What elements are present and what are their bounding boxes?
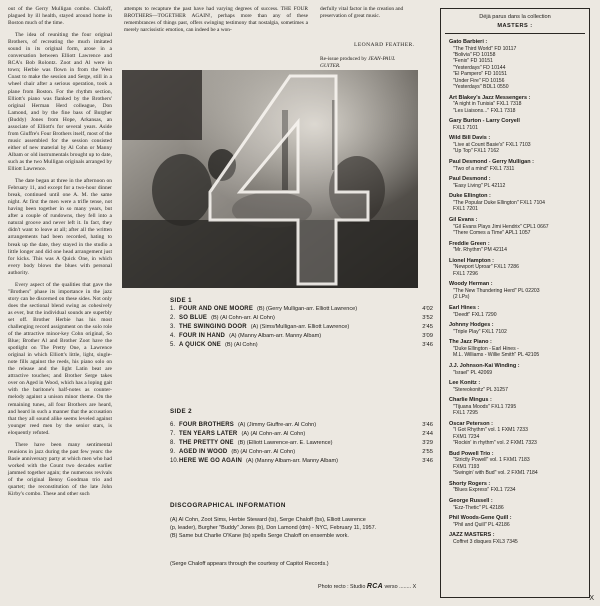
track-number: 1.	[170, 306, 176, 312]
album-artist: Art Blakey's Jazz Messengers :	[449, 94, 531, 101]
reissue-credit	[320, 56, 412, 70]
album-release: Coffret 3 disques FXL3 7345	[453, 539, 518, 546]
album-release: "Duke Ellington - Earl Hines -	[453, 345, 519, 352]
liner-notes-right-column	[320, 6, 412, 20]
album-release: "Gil Evans Plays Jimi Hendrix" CPL1 0667	[453, 223, 549, 230]
album-release: "Rockin' in rhythm" vol. 2 FXM1 7323	[453, 440, 537, 447]
masters-catalog-title: MASTERS :	[497, 23, 533, 29]
discography-note: (Serge Chaloff appears through the courtesy of Capitol Records.)	[170, 561, 329, 567]
liner-paragraph: Every aspect of the qualities that gave the "Brothers" phase its importance in the jazz story can be discerned on these sides. Not only does the sectional blend swing as cohesively as ever, but the individual sounds are superbly set off. Brother Herbie has his most challenging record assignment on the solo role of the attractive minor-key Cohn original, So Blue; Brother Al and Brother Zoot have the spotlight on The Pretty One, a Lawrence original in which Elliott's little, light, single-note fills against the reeds, his piano solo on the release and the light Latin beat are attractive touches; and Brother Serge takes over on Aged in Wood, which has a loping gait with the baritone's half-notes as counter-melody against a unison minor theme. On the remaining tunes, all four Brothers are heard, and heard in such a manner that the accusation that they all sound alike seems leveled against younger reed men by the senior stars, is eloquently refuted.	[8, 281, 112, 436]
track-credit: (B) (Al Cohn)	[224, 341, 258, 348]
album-artist: Charlie Mingus :	[449, 397, 492, 404]
discography-heading: DISCOGRAPHICAL INFORMATION	[170, 502, 286, 509]
track-credit: (A) (Jimmy Giuffre-arr. Al Cohn)	[237, 422, 317, 428]
album-entry	[449, 281, 585, 300]
track-number: 7.	[170, 430, 176, 437]
album-artist: Paul Desmond :	[449, 176, 491, 183]
album-entry	[449, 515, 585, 528]
rca-logo: RCA	[366, 583, 383, 590]
track-title: THE SWINGING DOOR	[179, 323, 247, 330]
track-row	[170, 315, 433, 324]
photo-credit-verso: verso ........ X	[384, 584, 417, 590]
album-entry	[449, 118, 585, 131]
track-row	[170, 333, 433, 342]
side-1-heading: SIDE 1	[170, 297, 193, 304]
album-release: "Blues Express" FXL1 7234	[453, 487, 516, 494]
track-duration: 2'44	[422, 430, 433, 437]
album-release: "Up Top" FXL1 7162	[453, 148, 499, 155]
album-release: "A night in Tunisia" FXL1 7318	[453, 101, 522, 108]
track-row	[170, 324, 433, 333]
album-artist: Freddie Green :	[449, 240, 490, 247]
album-release: "Triple Play" FXL1 7102	[453, 328, 507, 335]
album-entry	[449, 193, 585, 212]
album-artist: Duke Ellington :	[449, 193, 491, 200]
album-entry	[449, 363, 585, 376]
liner-notes-author: LEONARD FEATHER.	[354, 42, 415, 48]
session-photo	[122, 70, 418, 288]
album-release: "Live at Count Basie's" FXL1 7103	[453, 142, 531, 148]
album-artist: Gil Evans :	[449, 216, 478, 223]
masters-catalog-header	[445, 13, 585, 34]
album-artist: Paul Desmond - Gerry Mulligan :	[449, 159, 534, 165]
album-release: "There Comes a Time" APL1 1057	[453, 229, 531, 236]
track-duration: 3'46	[422, 422, 433, 428]
masters-catalog-box	[440, 8, 590, 598]
album-artist: Woody Herman :	[449, 281, 493, 288]
album-release: "Two of a mind" FXL1 7311	[453, 165, 515, 172]
album-release: "The New Thundering Herd" PL 02203	[453, 287, 540, 294]
album-artist: Wild Bill Davis :	[449, 135, 491, 142]
track-credit: (B) (Al Cohn-arr. Al Cohn)	[211, 314, 275, 321]
track-credit: (A) (Manny Albam-arr. Manny Albam)	[229, 332, 322, 339]
album-entry	[449, 258, 585, 277]
album-release: "Phil and Quill" PL 42186	[453, 521, 510, 528]
album-entry	[449, 135, 585, 154]
album-release: M.L. Williams - Willie Smith" PL 42105	[453, 352, 540, 359]
track-row	[170, 422, 433, 431]
track-number: 8.	[170, 439, 176, 446]
album-release: "Israel" PL 42069	[453, 369, 493, 376]
album-artist: Lee Konitz :	[449, 380, 481, 387]
album-artist: The Jazz Piano :	[449, 339, 492, 346]
track-duration: 3'46	[422, 341, 433, 348]
track-number: 9.	[170, 448, 176, 455]
liner-paragraph: There have been many sentimental reunions in jazz during the past few years: the Basie anniversary party at which men who had worked with the Count two decades earlier jammed together again; the numerous revivals of the original Benny Goodman trio and quartet; the reconstitution of the late John Kirby's combo. These and other such	[8, 441, 112, 498]
album-entry	[449, 380, 585, 393]
album-release: "Bolivia" FD 10158	[453, 52, 496, 58]
album-release: FXL1 7201	[453, 206, 478, 213]
track-title: FOUR BROTHERS	[179, 422, 234, 428]
discography-line: (B) Same but Charlie O'Kane (ts) spells Serge Chaloff on ensemble work.	[170, 533, 349, 540]
track-duration: 3'46	[422, 457, 433, 464]
album-artist: J.J. Johnson-Kai Winding :	[449, 362, 520, 369]
album-entry	[449, 241, 585, 254]
liner-notes-middle-column	[124, 6, 308, 34]
album-artist: Gato Barbieri :	[449, 39, 488, 45]
album-release: "Under Fire" FD 10156	[453, 77, 505, 84]
album-release: "Tijuana Moods" FXL1 7295	[453, 403, 517, 410]
liner-paragraph: derfully vital factor in the creation and preservation of great music.	[320, 6, 404, 20]
track-number: 3.	[170, 323, 176, 330]
track-title: FOUR IN HAND	[179, 332, 226, 339]
track-number: 2.	[170, 314, 176, 321]
track-duration: 3'29	[422, 439, 433, 446]
album-entry	[449, 159, 585, 172]
album-entry	[449, 481, 585, 494]
reissue-producer: JEAN-PAUL GUITER.	[320, 56, 396, 70]
album-entry	[449, 176, 585, 189]
album-artist: George Russell :	[449, 498, 493, 505]
track-credit: (A) (Sims/Mulligan-arr. Elliott Lawrence)	[250, 323, 350, 330]
album-entry	[449, 322, 585, 335]
track-row	[170, 440, 433, 449]
track-number: 5.	[170, 341, 176, 348]
track-row	[170, 342, 433, 351]
track-duration: 3'09	[422, 332, 433, 339]
album-release: "Stereokonitz" PL 31257	[453, 386, 508, 393]
album-release: "Newport Uproar" FXL1 7286	[453, 264, 519, 271]
reissue-label: Re-issue produced by	[320, 56, 367, 62]
album-artist: Lionel Hampton :	[449, 257, 494, 264]
album-entry	[449, 95, 585, 114]
album-entry	[449, 305, 585, 318]
album-artist: Bud Powell Trio :	[449, 450, 494, 457]
photo-credit	[318, 583, 416, 590]
track-title: AGED IN WOOD	[179, 448, 228, 455]
album-release: "The Popular Duke Ellington" FXL1 7104	[453, 199, 545, 206]
album-entry	[449, 339, 585, 358]
album-entry	[449, 451, 585, 477]
discography-text	[170, 516, 428, 541]
track-title: A QUICK ONE	[179, 341, 221, 348]
side-2-tracklist	[170, 422, 433, 466]
album-release: "Deedt" FXL1 7290	[453, 311, 497, 318]
track-duration: 2'45	[422, 323, 433, 330]
album-release: "Easy Living" PL 42112	[453, 182, 506, 189]
track-credit: (B) (Al Cohn-arr. Al Cohn)	[231, 448, 296, 455]
album-release: "Strictly Powell" vol. 1 FXM1 7183	[453, 457, 530, 464]
album-release: "El Pampero" FD 10151	[453, 71, 508, 78]
album-release: "I Got Rhythm" vol. 1 FXM1 7233	[453, 427, 528, 434]
album-release: "Fenix" FD 10151	[453, 58, 493, 65]
album-release: FXM1 7234	[453, 433, 480, 440]
side-1-tracklist	[170, 306, 433, 350]
album-release: "Yesterdays" FD 10144	[453, 64, 506, 71]
track-credit: (A) (Al Cohn-arr. Al Cohn)	[241, 430, 306, 437]
track-credit: (B) (Gerry Mulligan-arr. Elliott Lawrence)	[257, 306, 358, 312]
album-artist: Johnny Hodges :	[449, 322, 494, 329]
album-entry	[449, 498, 585, 511]
album-artist: Oscar Peterson :	[449, 420, 494, 427]
album-release: "Swingin' with Bud" vol. 2 FXM1 7184	[453, 470, 538, 477]
session-photo-image	[122, 70, 418, 288]
track-number: 4.	[170, 332, 176, 339]
album-release: "The Third World" FD 10117	[453, 45, 517, 52]
track-number: 10.	[170, 457, 179, 464]
page-marker: X	[589, 595, 594, 602]
liner-paragraph: The date began at three in the afternoon on February 11, and except for a two-hour dinner break, continued until one A. M. the same night. At first the men were a trifle tense, not having been together in so many years, but after a couple of rundowns, they fell into a natural groove and never left it. In fact, they didn't want to leave at all; after all the written arrangements had been recorded, hating to break up the date, they stayed in the studio a little longer and did one head arrangement just for kicks. This was A Quick One, in which every body blows the blues with personal authority.	[8, 178, 112, 276]
album-release: FXL1 7295	[453, 410, 478, 417]
track-title: FOUR AND ONE MOORE	[179, 306, 254, 312]
album-entry	[449, 421, 585, 447]
track-row	[170, 449, 433, 458]
track-duration: 4'02	[422, 306, 433, 312]
track-title: TEN YEARS LATER	[179, 430, 238, 437]
discography-line: (p, leader), Burgher "Buddy" Jones (b), Don Lamond (dm) - NYC, February 11, 1957.	[170, 525, 377, 532]
album-entry	[449, 217, 585, 236]
track-row	[170, 458, 433, 467]
album-release: FXL1 7101	[453, 124, 478, 131]
album-entry	[449, 39, 585, 90]
album-release: "Les Liaisons..." FXL1 7318	[453, 107, 516, 114]
masters-catalog-subtitle: Déjà parus dans la collection	[479, 14, 551, 20]
liner-paragraph: out of the Gerry Mulligan combo. Chaloff, plagued by ill health, stayed around home in Boston much of the time.	[8, 6, 112, 27]
album-release: (2 LPs)	[453, 294, 470, 301]
album-release: "Yesterdays" BDL1 0550	[453, 84, 509, 91]
liner-paragraph: The idea of reuniting the four original Brothers, of recreating the much imitated sound in its original form, arose in a conversation between Elliott Lawrence and RCA's Bob Rolontz. Zoot and Al were in town; Herbie was flown in from the West Coast to make the session and Serge, still in a wheel chair after a serious operation, took a plane from Boston. For the rhythm section, Elliott's piano was flanked by the Brothers' original Herman Herd colleague, Don Lamond, and by the fine bass of Burgher (Buddy) Jones from Hope, Arkansas, an associate of Elliott's for several years. Aside from Giuffre's Four Brothers itself, most of the music assembled for the session consisted either of new material by Al Cohn or Manny Albam or old instrumentals brought up to date, such as the two Mulligan originals arranged by Elliott Lawrence.	[8, 32, 112, 173]
track-title: SO BLUE	[179, 314, 208, 321]
album-artist: Phil Woods-Gene Quill :	[449, 515, 512, 522]
album-artist: Shorty Rogers :	[449, 480, 491, 487]
track-duration: 3'52	[422, 314, 433, 321]
album-artist: Earl Hines :	[449, 304, 480, 311]
track-row	[170, 431, 433, 440]
album-release: "Mr. Rhythm" PM 42114	[453, 247, 507, 254]
track-title: THE PRETTY ONE	[179, 439, 234, 446]
track-credit: (A) (Manny Albam-arr. Manny Albam)	[245, 457, 338, 464]
album-entry	[449, 532, 585, 545]
track-duration: 2'55	[422, 448, 433, 455]
track-number: 6.	[170, 422, 176, 428]
album-release: FXM1 7193	[453, 463, 480, 470]
album-artist: Gary Burton - Larry Coryell	[449, 118, 520, 125]
side-2-heading: SIDE 2	[170, 408, 193, 415]
liner-paragraph: attempts to recapture the past have had varying degrees of success. THE FOUR BROTHERS—TOGETHER AGAIN!, perhaps more than any of these remembrances of things past, offers swinging testimony that nostalgia, sometimes a merely narcissistic emotion, can indeed be a won-	[124, 6, 308, 34]
album-release: FXL1 7296	[453, 270, 478, 277]
photo-credit-label: Photo recto : Studio	[318, 584, 366, 590]
album-entry	[449, 397, 585, 416]
discography-line: (A) Al Cohn, Zoot Sims, Herbie Steward (ts), Serge Chaloff (bs), Elliott Lawrence	[170, 517, 366, 523]
liner-notes-left-column	[8, 6, 112, 498]
masters-album-list	[449, 39, 585, 550]
track-credit: (B) (Elliott Lawrence-arr. E. Lawrence)	[237, 439, 333, 446]
track-title: HERE WE GO AGAIN	[179, 457, 242, 464]
album-artist: JAZZ MASTERS :	[449, 532, 495, 539]
album-release: "Ezz-Thetic" PL 42186	[453, 504, 504, 511]
track-row	[170, 306, 433, 315]
